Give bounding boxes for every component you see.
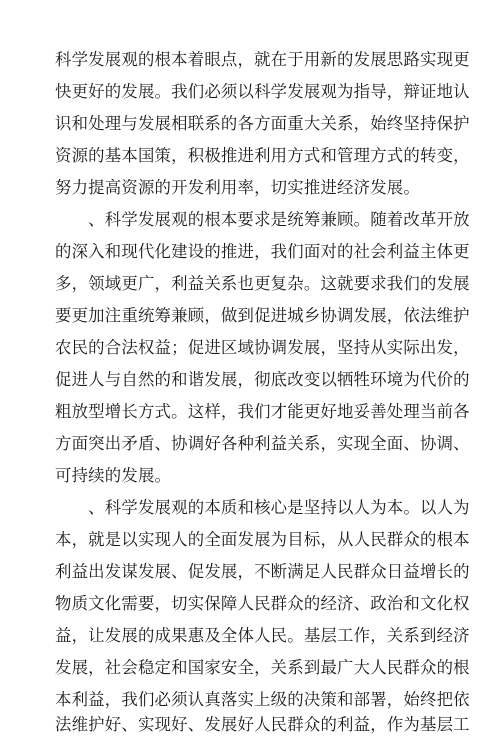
text-line: 要更加注重统筹兼顾，做到促进城乡协调发展，依法维护 — [55, 306, 470, 325]
text-line: 多，领域更广，利益关系也更复杂。这就要求我们的发展 — [55, 274, 470, 293]
text-line: 粗放型增长方式。这样，我们才能更好地妥善处理当前各 — [55, 402, 470, 421]
text-line: 法维护好、实现好、发展好人民群众的利益，作为基层工 — [55, 715, 470, 734]
text-line: 、科学发展观的根本要求是统筹兼顾。随着改革开放 — [55, 210, 470, 229]
text-line: 努力提高资源的开发利用率，切实推进经济发展。 — [55, 178, 420, 197]
text-line: 利益出发谋发展、促发展，不断满足人民群众日益增长的 — [55, 562, 470, 581]
text-line: 益，让发展的成果惠及全体人民。基层工作，关系到经济 — [55, 626, 470, 645]
text-line: 发展，社会稳定和国家安全，关系到最广大人民群众的根 — [55, 658, 470, 677]
text-line: 本，就是以实现人的全面发展为目标，从人民群众的根本 — [55, 530, 470, 549]
text-line: 促进人与自然的和谐发展，彻底改变以牺牲环境为代价的 — [55, 370, 470, 389]
text-line: 识和处理与发展相联系的各方面重大关系，始终坚持保护 — [55, 114, 470, 133]
text-line: 物质文化需要，切实保障人民群众的经济、政治和文化权 — [55, 594, 470, 613]
text-line: 资源的基本国策，积极推进利用方式和管理方式的转变， — [55, 146, 470, 165]
text-line: 可持续的发展。 — [55, 466, 172, 485]
text-line: 本利益，我们必须认真落实上级的决策和部署，始终把依 — [55, 690, 470, 709]
text-line: 农民的合法权益；促进区域协调发展，坚持从实际出发， — [55, 338, 470, 357]
text-line: 的深入和现代化建设的推进，我们面对的社会利益主体更 — [55, 242, 470, 261]
text-line: 快更好的发展。我们必须以科学发展观为指导，辩证地认 — [55, 82, 470, 101]
text-line: 、科学发展观的本质和核心是坚持以人为本。以人为 — [55, 498, 470, 517]
text-line: 科学发展观的根本着眼点，就在于用新的发展思路实现更 — [55, 50, 470, 69]
text-line: 方面突出矛盾、协调好各种利益关系，实现全面、协调、 — [55, 434, 470, 453]
